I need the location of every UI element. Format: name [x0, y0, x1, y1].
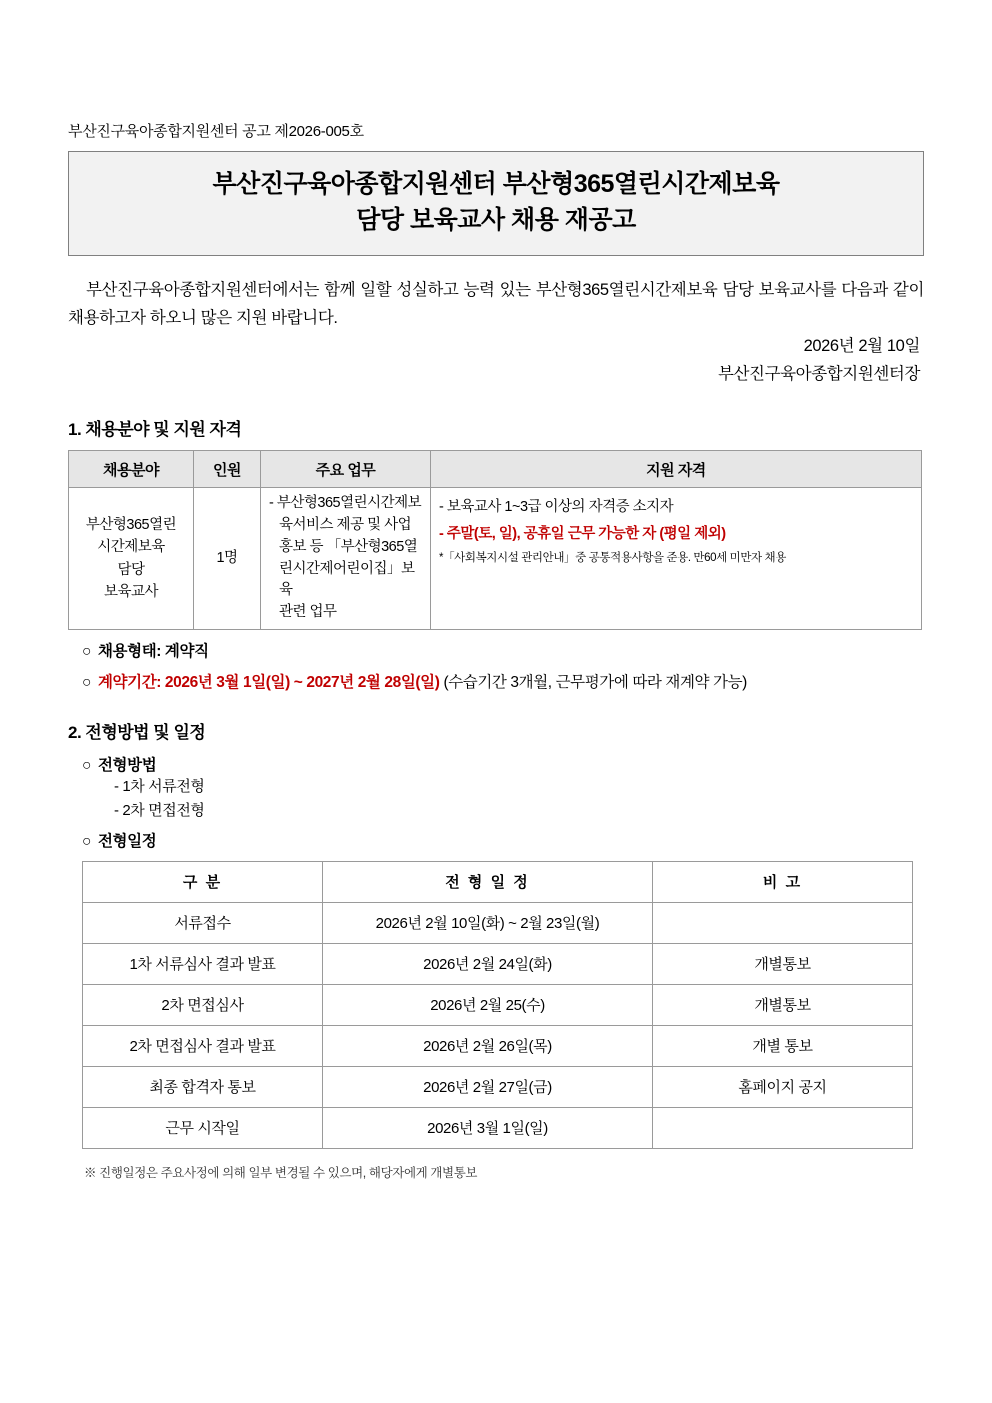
qualification-note: *「사회복지시설 관리안내」중 공통적용사항을 준용. 만60세 미만자 채용	[439, 552, 786, 565]
table-row	[83, 1025, 913, 1066]
method-bullet	[68, 753, 924, 775]
recruitment-table	[68, 450, 922, 630]
duty-line-1: - 부산형365열린시간제보	[269, 495, 422, 512]
method-item-2: - 2차 면접전형	[114, 801, 205, 819]
schedule-date: 2026년 2월 10일(화) ~ 2월 23일(월)	[323, 902, 653, 943]
duty-line-4: 린시간제어린이집」보육	[279, 560, 415, 599]
cell-qualification	[431, 488, 922, 630]
schedule-category: 근무 시작일	[83, 1107, 323, 1148]
table-row	[83, 1066, 913, 1107]
circle-bullet-icon: ○	[82, 673, 91, 691]
schedule-remark	[653, 902, 913, 943]
document-number: 부산진구육아종합지원센터 공고 제2026-005호	[68, 123, 364, 140]
schedule-date: 2026년 3월 1일(일)	[323, 1107, 653, 1148]
schedule-remark	[653, 1107, 913, 1148]
intro-date: 2026년 2월 10일	[803, 336, 920, 355]
qualification-item-2: - 주말(토, 일), 공휴일 근무 가능한 자 (평일 제외)	[439, 525, 726, 542]
schedule-column-remark: 비 고	[653, 861, 913, 902]
schedule-category: 서류접수	[83, 902, 323, 943]
schedule-remark: 개별통보	[653, 943, 913, 984]
schedule-date: 2026년 2월 27일(금)	[323, 1066, 653, 1107]
employment-type-bullet	[68, 639, 924, 661]
schedule-footnote: ※ 진행일정은 주요사정에 의해 일부 변경될 수 있으며, 해당자에게 개별통보	[84, 1165, 478, 1180]
employment-type-label: 채용형태: 계약직	[97, 642, 209, 660]
intro-text: 부산진구육아종합지원센터에서는 함께 일할 성실하고 능력 있는 부산형365열린시간제보육 담당 보육교사를 다음과 같이 채용하고자 하오니 많은 지원 바랍니다.	[68, 280, 924, 327]
method-title: 전형방법	[97, 756, 157, 774]
duty-line-2: 육서비스 제공 및 사업	[279, 517, 412, 534]
schedule-remark: 홈페이지 공지	[653, 1066, 913, 1107]
schedule-category: 2차 면접심사 결과 발표	[83, 1025, 323, 1066]
section-1-heading: 1. 채용분야 및 지원 자격	[68, 420, 242, 440]
field-line-2: 시간제보육	[97, 539, 165, 556]
method-item-1: - 1차 서류전형	[114, 777, 205, 795]
schedule-remark: 개별통보	[653, 984, 913, 1025]
contract-period-bullet	[68, 670, 924, 692]
table-row	[83, 902, 913, 943]
schedule-column-category: 구 분	[83, 861, 323, 902]
cell-field	[69, 488, 194, 630]
schedule-table	[82, 861, 913, 1149]
table-row	[83, 1107, 913, 1148]
schedule-category: 1차 서류심사 결과 발표	[83, 943, 323, 984]
column-header-count: 인원	[194, 451, 261, 488]
table-row	[83, 984, 913, 1025]
schedule-bullet	[68, 829, 924, 851]
schedule-title: 전형일정	[97, 832, 157, 850]
contract-period-extra: (수습기간 3개월, 근무평가에 따라 재계약 가능)	[443, 673, 747, 691]
column-header-duty: 주요 업무	[261, 451, 431, 488]
schedule-date: 2026년 2월 25(수)	[323, 984, 653, 1025]
schedule-header-row	[83, 861, 913, 902]
duty-line-5: 관련 업무	[279, 604, 337, 621]
cell-count: 1명	[194, 488, 261, 630]
title-box	[68, 151, 924, 256]
circle-bullet-icon: ○	[82, 756, 91, 774]
schedule-date: 2026년 2월 26일(목)	[323, 1025, 653, 1066]
column-header-qualification: 지원 자격	[431, 451, 922, 488]
table-row	[69, 488, 922, 630]
cell-duty	[261, 488, 431, 630]
table-header-row	[69, 451, 922, 488]
duty-line-3: 홍보 등 「부산형365열	[279, 538, 418, 555]
schedule-date: 2026년 2월 24일(화)	[323, 943, 653, 984]
contract-period-label: 계약기간: 2026년 3월 1일(일) ~ 2027년 2월 28일(일)	[97, 673, 440, 691]
schedule-remark: 개별 통보	[653, 1025, 913, 1066]
circle-bullet-icon: ○	[82, 642, 91, 660]
title-line-2: 담당 보육교사 채용 재공고	[356, 206, 636, 235]
intro-signature: 부산진구육아종합지원센터장	[717, 365, 920, 384]
field-line-1: 부산형365열린	[85, 516, 177, 533]
circle-bullet-icon: ○	[82, 832, 91, 850]
intro-paragraph	[68, 276, 924, 332]
schedule-category: 2차 면접심사	[83, 984, 323, 1025]
schedule-column-date: 전 형 일 정	[323, 861, 653, 902]
column-header-field: 채용분야	[69, 451, 194, 488]
field-line-4: 보육교사	[103, 584, 159, 601]
table-row	[83, 943, 913, 984]
qualification-item-1: - 보육교사 1~3급 이상의 자격증 소지자	[439, 499, 674, 516]
title-line-1: 부산진구육아종합지원센터 부산형365열린시간제보육	[212, 170, 780, 198]
field-line-3: 담당	[117, 561, 145, 578]
section-2-heading: 2. 전형방법 및 일정	[68, 722, 206, 742]
schedule-category: 최종 합격자 통보	[83, 1066, 323, 1107]
